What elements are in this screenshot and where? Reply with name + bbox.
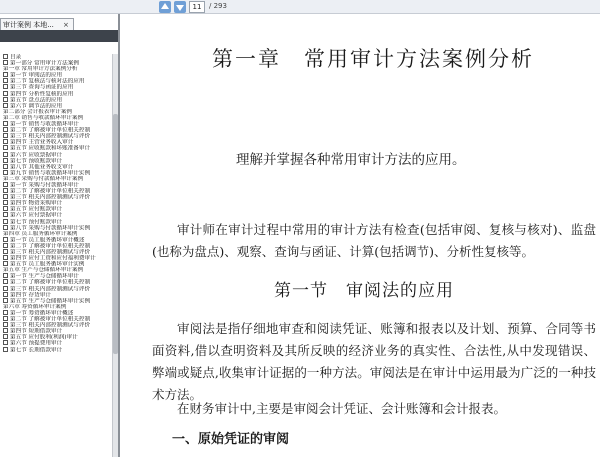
bookmark-checkbox-icon[interactable] (3, 194, 8, 199)
outline-item-label: 第六节 预提费用审计 (10, 340, 63, 347)
outline-item-label: 第一节 审阅法的应用 (10, 72, 63, 79)
bookmark-checkbox-icon[interactable] (3, 237, 8, 242)
bookmark-checkbox-icon[interactable] (3, 292, 8, 297)
tab-close-icon[interactable]: × (63, 21, 69, 29)
bookmark-checkbox-icon[interactable] (3, 60, 8, 65)
chapter-objective: 理解并掌握各种常用审计方法的应用。 (236, 152, 466, 168)
outline-item-label: 第一部分 常用审计方法案例 (10, 60, 79, 67)
bookmark-checkbox-icon[interactable] (3, 334, 8, 339)
outline-item-label: 第二节 了解被审计单位相关控制 (10, 279, 91, 286)
bookmark-checkbox-icon[interactable] (3, 139, 8, 144)
outline-item-label: 第五节 盘点法的应用 (10, 97, 63, 103)
outline-item-label: 第七节 长期借款审计 (10, 347, 63, 353)
outline-item-label: 第八节 采购与付款循环审计实例 (10, 225, 91, 231)
bookmark-checkbox-icon[interactable] (3, 103, 8, 108)
outline-item-label: 第四节 分析性复核的应用 (10, 91, 74, 97)
bookmark-checkbox-icon[interactable] (3, 225, 8, 230)
outline-item-label: 第一节 筹资循环审计概述 (10, 310, 74, 317)
chapter-title: 第一章 常用审计方法案例分析 (212, 47, 534, 71)
bookmark-checkbox-icon[interactable] (3, 170, 8, 175)
outline-item-label: 目录 (10, 54, 22, 61)
outline-item-label: 第二节 了解被审计单位相关控制 (10, 316, 91, 323)
outline-item-label: 第六节 应收票据审计 (10, 152, 63, 158)
outline-item-label: 第四节 主营业务收入审计 (10, 139, 74, 146)
outline-item-label: 第七节 预收账款审计 (10, 158, 63, 164)
outline-item-label: 第四节 物资采购审计 (10, 200, 63, 207)
outline-item-label: 第二章 销售与收款循环审计案例 (3, 114, 84, 121)
outline-item-label: 第四章 员工服务循环审计案例 (3, 230, 78, 237)
bookmark-checkbox-icon[interactable] (3, 133, 8, 138)
document-page (122, 14, 600, 457)
outline-item-label: 第一节 生产与仓储循环审计 (10, 273, 79, 280)
outline-item-label: 第七节 预付账款审计 (10, 219, 63, 225)
outline-item-label: 第二部分 会计报表审计案例 (3, 108, 72, 115)
bookmark-checkbox-icon[interactable] (3, 84, 8, 89)
outline-item-label: 第二节 了解被审计单位相关控制 (10, 188, 91, 195)
outline-tree (0, 54, 112, 457)
outline-item-label: 第一节 员工服务循环审计概述 (10, 237, 85, 243)
body-paragraph: 审阅法是指仔细地审查和阅读凭证、账簿和报表以及计划、预算、合同等书面资料,借以查明资料及其所反映的经济业务的真实性、合法性,从中发现错误、弊端或疑点,收集审计证据的一种方法。审阅法是在审计中运用最为广泛的一种技术方法。 (152, 321, 596, 402)
bookmark-checkbox-icon[interactable] (3, 78, 8, 83)
bookmark-checkbox-icon[interactable] (3, 340, 8, 345)
outline-item-label: 第一章 常用审计方法案例分析 (3, 66, 78, 73)
panel-header-strip (0, 30, 118, 42)
outline-item-label: 第五节 员工服务循环审计实例 (10, 261, 85, 268)
bookmark-checkbox-icon[interactable] (3, 310, 8, 315)
bookmark-checkbox-icon[interactable] (3, 200, 8, 205)
bookmark-checkbox-icon[interactable] (3, 54, 8, 59)
bookmark-checkbox-icon[interactable] (3, 212, 8, 217)
section-title: 第一节 审阅法的应用 (274, 281, 454, 301)
body-paragraph: 在财务审计中,主要是审阅会计凭证、会计账簿和会计报表。 (177, 401, 506, 416)
outline-scroll-thumb[interactable] (113, 114, 118, 354)
bookmark-checkbox-icon[interactable] (3, 121, 8, 126)
outline-item-label: 第二节 了解被审计单位相关控制 (10, 243, 91, 249)
bookmark-checkbox-icon[interactable] (3, 249, 8, 254)
outline-item-label: 第三节 查询与函证的应用 (10, 84, 74, 91)
bookmark-checkbox-icon[interactable] (3, 255, 8, 260)
bookmark-panel (0, 14, 120, 457)
outline-item-label: 第一节 销售与收款循环审计 (10, 121, 79, 128)
bookmark-checkbox-icon[interactable] (3, 322, 8, 327)
previous-page-icon[interactable] (159, 1, 171, 13)
bookmark-checkbox-icon[interactable] (3, 72, 8, 77)
outline-item-label: 第二节 复核法与核对法的应用 (10, 78, 85, 85)
bookmark-checkbox-icon[interactable] (3, 158, 8, 163)
outline-item-label: 第三章 采购与付款循环审计案例 (3, 175, 84, 182)
bookmark-checkbox-icon[interactable] (3, 206, 8, 211)
outline-item-label: 第四节 应付工资和应付福利费审计 (10, 255, 96, 262)
bookmark-checkbox-icon[interactable] (3, 188, 8, 193)
outline-item-label: 第五节 应收账款和坏账准备审计 (10, 145, 91, 152)
bookmark-checkbox-icon[interactable] (3, 152, 8, 157)
outline-item-label: 第六节 应付票据审计 (10, 212, 63, 219)
outline-item-label: 第六章 筹资循环审计案例 (3, 303, 67, 310)
bookmark-checkbox-icon[interactable] (3, 273, 8, 278)
outline-item-label: 第三节 相关内部控制测试与评价 (10, 249, 91, 256)
bookmark-checkbox-icon[interactable] (3, 316, 8, 321)
outline-item[interactable] (0, 347, 112, 353)
bookmark-checkbox-icon[interactable] (3, 219, 8, 224)
outline-item-label: 第五节 应付账款审计 (10, 206, 63, 213)
outline-item-label: 第五节 应付股利(利润)审计 (10, 334, 78, 341)
outline-scrollbar[interactable] (112, 54, 118, 457)
bookmark-checkbox-icon[interactable] (3, 97, 8, 102)
outline-item-label: 第五节 生产与仓储循环审计实例 (10, 298, 91, 304)
bookmark-checkbox-icon[interactable] (3, 164, 8, 169)
bookmark-checkbox-icon[interactable] (3, 145, 8, 150)
bookmark-checkbox-icon[interactable] (3, 279, 8, 284)
bookmark-checkbox-icon[interactable] (3, 182, 8, 187)
outline-item-label: 第二节 了解被审计单位相关控制 (10, 127, 91, 134)
outline-item-label: 第一节 采购与付款循环审计 (10, 182, 79, 189)
outline-item-label: 第三节 相关内部控制测试与评价 (10, 194, 91, 201)
outline-item-label: 第六节 调节法的应用 (10, 103, 63, 109)
bookmark-checkbox-icon[interactable] (3, 347, 8, 352)
outline-item-label: 第三节 相关内部控制测试与评价 (10, 286, 91, 292)
outline-item-label: 第四节 存货审计 (10, 292, 51, 298)
outline-item-label: 第四节 短期借款审计 (10, 328, 63, 335)
bookmark-checkbox-icon[interactable] (3, 91, 8, 96)
page-total-label: / 293 (209, 2, 227, 10)
outline-item-label: 第五章 生产与仓储循环审计案例 (3, 267, 84, 274)
bookmark-tab-label: 审计案例 本地... (3, 21, 54, 29)
bookmark-checkbox-icon[interactable] (3, 298, 8, 303)
body-paragraph: 审计师在审计过程中常用的审计方法有检查(包括审阅、复核与核对)、监盘(也称为盘点)、观察、查询与函证、计算(包括调节)、分析性复核等。 (152, 222, 596, 259)
bookmark-checkbox-icon[interactable] (3, 127, 8, 132)
bookmark-checkbox-icon[interactable] (3, 286, 8, 291)
next-page-icon[interactable] (174, 1, 186, 13)
outline-item-label: 第八节 其他业务收支审计 (10, 164, 74, 170)
bookmark-checkbox-icon[interactable] (3, 261, 8, 266)
toolbar (0, 0, 600, 14)
outline-item-label: 第三节 相关内部控制测试与评价 (10, 322, 91, 329)
bookmark-checkbox-icon[interactable] (3, 243, 8, 248)
page-number-input[interactable]: 11 (189, 1, 205, 13)
subheading: 一、原始凭证的审阅 (172, 432, 290, 447)
outline-item-label: 第三节 相关内部控制测试与评价 (10, 133, 91, 140)
bookmark-checkbox-icon[interactable] (3, 328, 8, 333)
outline-item-label: 第九节 销售与收款循环审计实例 (10, 170, 91, 176)
